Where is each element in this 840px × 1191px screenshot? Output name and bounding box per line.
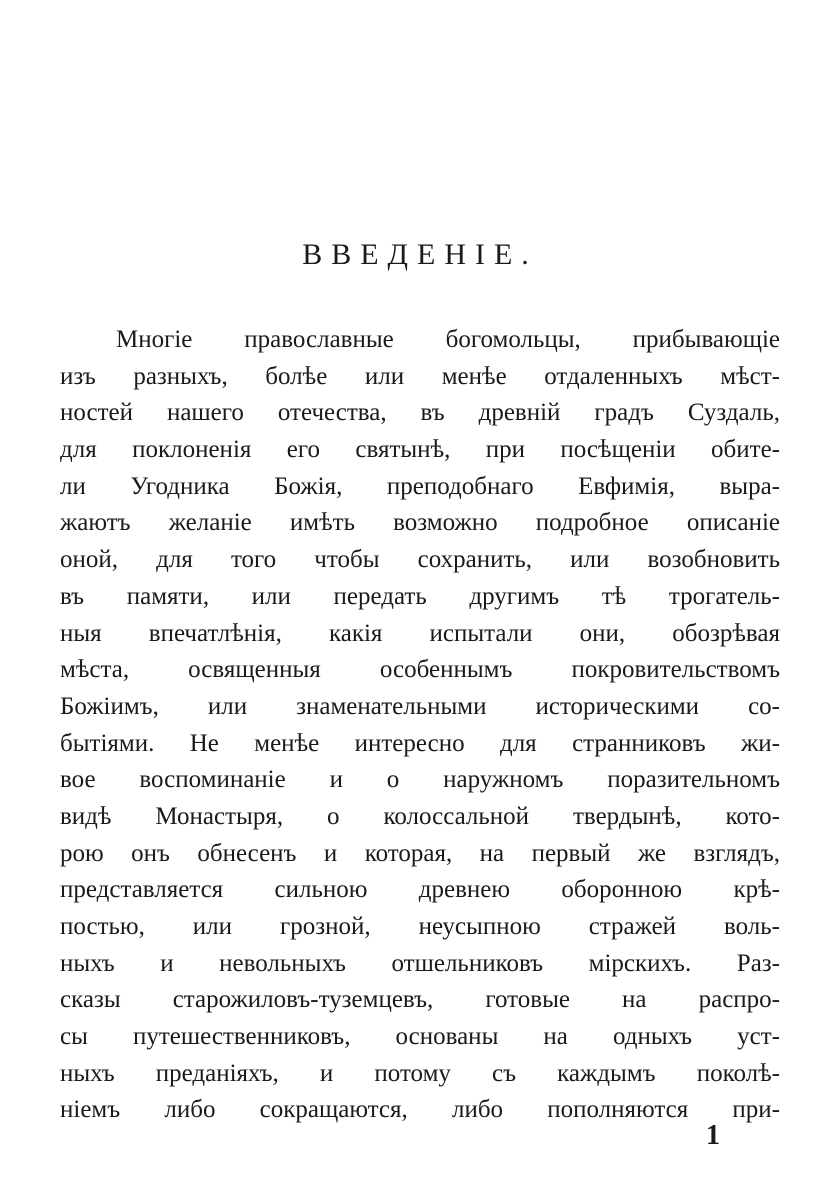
text-line: ностей нашего отечества, въ древній градъ Суздаль, (60, 399, 780, 427)
text-line: сказы старожиловъ-туземцевъ, готовые на распро- (60, 986, 780, 1014)
text-line: жаютъ желаніе имѣть возможно подробное описаніе (60, 509, 780, 537)
text-line: Многіе православные богомольцы, прибывающіе (116, 326, 780, 353)
text-line: ли Угодника Божія, преподобнаго Евфимія, выра- (60, 472, 780, 500)
text-line: постью, или грозной, неусыпною стражей воль- (60, 913, 780, 940)
text-line: Божіимъ, или знаменательными историческими со- (60, 692, 780, 720)
text-line: мѣста, освященныя особеннымъ покровительствомъ (60, 656, 780, 684)
text-line: рою онъ обнесенъ и которая, на первый же взглядъ, (60, 839, 780, 867)
text-line: ныхъ и невольныхъ отшельниковъ мірскихъ. Раз- (60, 949, 780, 977)
text-line: ныя впечатлѣнія, какія испытали они, обозрѣвая (60, 619, 780, 647)
text-line: изъ разныхъ, болѣе или менѣе отдаленныхъ мѣст- (60, 362, 780, 390)
page-number: 1 (706, 1120, 720, 1151)
chapter-title: ВВЕДЕНІЕ. (302, 238, 538, 271)
text-line: въ памяти, или передать другимъ тѣ трогатель- (60, 582, 780, 610)
text-line: ніемъ либо сокращаются, либо пополняются при- (60, 1096, 780, 1124)
text-line: оной, для того чтобы сохранить, или возобновить (60, 546, 780, 574)
text-line: вое воспоминаніе и о наружномъ поразительномъ (60, 766, 780, 794)
body-text (60, 322, 780, 1129)
text-line: для поклоненія его святынѣ, при посѣщеніи обите- (60, 436, 780, 464)
text-line: ныхъ преданіяхъ, и потому съ каждымъ поколѣ- (60, 1059, 780, 1087)
text-line: бытіями. Не менѣе интересно для странниковъ жи- (60, 729, 780, 757)
text-line: представляется сильною древнею оборонною крѣ- (60, 876, 780, 904)
text-line: видѣ Монастыря, о колоссальной твердынѣ, кото- (60, 802, 780, 830)
text-line: сы путешественниковъ, основаны на одныхъ уст- (60, 1023, 780, 1051)
